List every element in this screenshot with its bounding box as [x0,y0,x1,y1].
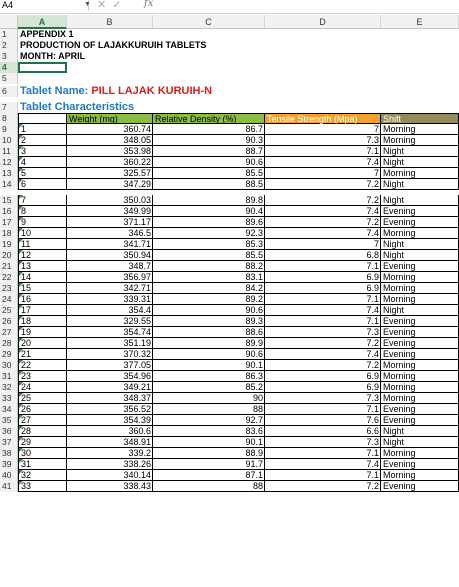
cell-shift[interactable]: Morning [381,382,459,393]
cell-tensile-strength[interactable]: 7.2 [265,179,381,190]
cell-shift[interactable]: Morning [381,470,459,481]
sheet-row [0,179,459,190]
sheet-row [0,448,459,459]
cell-shift[interactable]: Morning [381,360,459,371]
cell-index[interactable]: 7 [18,195,67,206]
cell-shift[interactable]: Evening [381,404,459,415]
row-header[interactable]: 17 [0,217,18,228]
sheet-row [0,86,459,97]
row-header[interactable]: 12 [0,157,18,168]
row-header[interactable]: 35 [0,415,18,426]
cell-relative-density[interactable]: 85.5 [153,250,265,261]
cell-relative-density[interactable]: 89.6 [153,217,265,228]
cell-tensile-strength[interactable]: 7.2 [265,217,381,228]
row-header[interactable]: 32 [0,382,18,393]
cell-index[interactable]: 23 [18,371,67,382]
row-header[interactable]: 2 [0,40,18,51]
cell-weight[interactable]: 349.21 [67,382,153,393]
cell-weight[interactable]: 329.55 [67,316,153,327]
cell-index[interactable]: 5 [18,168,67,179]
sheet-row [0,51,459,62]
tablet-name-label: Tablet Name: [20,85,92,97]
cell-index[interactable]: 9 [18,217,67,228]
cell-index[interactable]: 25 [18,393,67,404]
header-shift[interactable]: Shift [381,113,459,124]
cell-relative-density[interactable]: 88.7 [153,146,265,157]
cell-tensile-strength[interactable]: 7.4 [265,157,381,168]
cell-tensile-strength[interactable]: 7.1 [265,470,381,481]
cell-relative-density[interactable]: 89.2 [153,294,265,305]
cell-index[interactable]: 32 [18,470,67,481]
column-header-c[interactable]: C [153,15,265,29]
header-relative-density[interactable]: Relative Density (%) [153,113,265,124]
sheet-row [0,29,459,40]
row-header[interactable]: 7 [0,102,18,113]
cell-tensile-strength[interactable]: 6.8 [265,250,381,261]
cell-tensile-strength[interactable]: 6.9 [265,272,381,283]
cell-index[interactable]: 21 [18,349,67,360]
cell-shift[interactable]: Morning [381,135,459,146]
cell-index[interactable]: 33 [18,481,67,492]
row-header[interactable]: 13 [0,168,18,179]
cell-tensile-strength[interactable]: 7.1 [265,261,381,272]
cell-shift[interactable]: Evening [381,349,459,360]
cell-tensile-strength[interactable]: 7 [265,239,381,250]
cell-tensile-strength[interactable]: 6.9 [265,283,381,294]
row-header[interactable]: 19 [0,239,18,250]
sheet-row [0,459,459,470]
cell-tensile-strength[interactable]: 7.1 [265,448,381,459]
row-header[interactable]: 39 [0,459,18,470]
cell-shift[interactable]: Evening [381,338,459,349]
sheet-row [0,316,459,327]
row-header[interactable]: 9 [0,124,18,135]
sheet-row [0,146,459,157]
cell-tensile-strength[interactable]: 6.9 [265,371,381,382]
cell-relative-density[interactable]: 85.5 [153,168,265,179]
cell-relative-density[interactable]: 90.1 [153,360,265,371]
cell-relative-density[interactable]: 89.3 [153,316,265,327]
sheet-row [0,371,459,382]
cell-weight[interactable]: 348.05 [67,135,153,146]
cell-tensile-strength[interactable]: 7.1 [265,294,381,305]
cell-shift[interactable]: Morning [381,228,459,239]
sheet-row [0,135,459,146]
row-header[interactable]: 10 [0,135,18,146]
cell-index[interactable]: 27 [18,415,67,426]
row-header[interactable]: 4 [0,62,18,73]
sheet-row [0,382,459,393]
sheet-row [0,360,459,371]
sheet-row [0,305,459,316]
sheet-row [0,393,459,404]
cell-a3[interactable]: MONTH: APRIL [20,51,86,61]
cell-relative-density[interactable]: 89.9 [153,338,265,349]
cell-shift[interactable]: Morning [381,371,459,382]
sheet-row [0,168,459,179]
cell-index[interactable]: 1 [18,124,67,135]
cell-weight[interactable]: 338.26 [67,459,153,470]
cell-tensile-strength[interactable]: 7.1 [265,146,381,157]
cell-tensile-strength[interactable]: 7.3 [265,327,381,338]
row-header[interactable]: 11 [0,146,18,157]
sheet-row [0,228,459,239]
cell-a2[interactable]: PRODUCTION OF LAJAKKURUIH TABLETS [20,40,207,50]
cell-shift[interactable]: Evening [381,261,459,272]
sheet-row [0,217,459,228]
select-all-corner[interactable] [0,15,18,29]
cell-tensile-strength[interactable]: 7.2 [265,481,381,492]
cell-weight[interactable]: 340.14 [67,470,153,481]
cell-index[interactable]: 26 [18,404,67,415]
cell-weight[interactable]: 349.99 [67,206,153,217]
cell-index[interactable]: 14 [18,272,67,283]
cell-relative-density[interactable]: 91.7 [153,459,265,470]
cell-relative-density[interactable]: 90.1 [153,437,265,448]
row-header[interactable]: 23 [0,283,18,294]
cell-shift[interactable]: Night [381,157,459,168]
cell-index[interactable]: 10 [18,228,67,239]
column-header-d[interactable]: D [265,15,381,29]
cell-index[interactable]: 30 [18,448,67,459]
cell-weight[interactable]: 354.96 [67,371,153,382]
sheet-row [0,481,459,492]
cell-tensile-strength[interactable]: 7.1 [265,404,381,415]
cell-shift[interactable]: Evening [381,415,459,426]
cell-weight[interactable]: 325.57 [67,168,153,179]
cell-tensile-strength[interactable]: 7.3 [265,437,381,448]
cell-weight[interactable]: 341.71 [67,239,153,250]
cell-tensile-strength[interactable]: 7 [265,124,381,135]
cell-shift[interactable]: Evening [381,481,459,492]
cell-shift[interactable]: Night [381,146,459,157]
cell-shift[interactable]: Night [381,195,459,206]
cell-weight[interactable]: 360.22 [67,157,153,168]
cell-relative-density[interactable]: 88.2 [153,261,265,272]
row-header[interactable]: 15 [0,195,18,206]
name-box-dropdown-icon[interactable]: ▼ [84,1,91,8]
sheet-row [0,404,459,415]
row-header[interactable]: 41 [0,481,18,492]
fx-icon[interactable]: fx [144,0,154,9]
cell-shift[interactable]: Night [381,305,459,316]
row-header[interactable]: 20 [0,250,18,261]
cell-shift[interactable]: Night [381,179,459,190]
cell-relative-density[interactable]: 85.2 [153,382,265,393]
cell-tensile-strength[interactable]: 7.4 [265,228,381,239]
cell-shift[interactable]: Morning [381,272,459,283]
cell-weight[interactable]: 347.29 [67,179,153,190]
cell-relative-density[interactable]: 89.8 [153,195,265,206]
cell-weight[interactable]: 354.74 [67,327,153,338]
cell-relative-density[interactable]: 90 [153,393,265,404]
row-header[interactable]: 30 [0,360,18,371]
cell-relative-density[interactable]: 87.1 [153,470,265,481]
column-header-a[interactable]: A [18,15,67,29]
header-index[interactable] [18,113,67,124]
cell-tensile-strength[interactable]: 7.2 [265,338,381,349]
row-header[interactable]: 38 [0,448,18,459]
cell-shift[interactable]: Morning [381,294,459,305]
sheet-row [0,250,459,261]
cell-weight[interactable]: 370.32 [67,349,153,360]
cell-index[interactable]: 11 [18,239,67,250]
cell-a5[interactable] [18,73,67,84]
cell-relative-density[interactable]: 88.5 [153,179,265,190]
column-header-b[interactable]: B [67,15,153,29]
cell-relative-density[interactable]: 86.3 [153,371,265,382]
cell-weight[interactable]: 342.71 [67,283,153,294]
cell-weight[interactable]: 354.39 [67,415,153,426]
cell-shift[interactable]: Evening [381,316,459,327]
sheet-row [0,327,459,338]
cell-shift[interactable]: Evening [381,327,459,338]
cell-tensile-strength[interactable]: 7.2 [265,360,381,371]
cell-index[interactable]: 3 [18,146,67,157]
cell-weight[interactable]: 346.5 [67,228,153,239]
cell-shift[interactable]: Morning [381,283,459,294]
cell-shift[interactable]: Evening [381,217,459,228]
cell-shift[interactable]: Night [381,426,459,437]
row-header[interactable]: 5 [0,73,18,84]
cell-index[interactable]: 31 [18,459,67,470]
cell-weight[interactable]: 350.94 [67,250,153,261]
cell-index[interactable]: 4 [18,157,67,168]
cell-tensile-strength[interactable]: 7.1 [265,316,381,327]
cell-weight[interactable]: 348.91 [67,437,153,448]
header-tensile-strength[interactable]: Tensile Strength (Mpa) [265,113,381,124]
cell-index[interactable]: 6 [18,179,67,190]
cell-shift[interactable]: Morning [381,393,459,404]
cell-tensile-strength[interactable]: 7.4 [265,459,381,470]
cell-shift[interactable]: Morning [381,168,459,179]
cell-relative-density[interactable]: 90.6 [153,305,265,316]
cell-weight[interactable]: 356.52 [67,404,153,415]
cell-shift[interactable]: Morning [381,448,459,459]
sheet-row [0,124,459,135]
formula-bar [0,0,459,14]
active-cell-cursor [18,62,67,73]
cell-index[interactable]: 18 [18,316,67,327]
row-header[interactable]: 24 [0,294,18,305]
tablet-characteristics-title[interactable]: Tablet Characteristics [20,101,135,113]
header-weight[interactable]: Weight (mg) [67,113,153,124]
sheet-row [0,113,459,124]
row-header[interactable]: 6 [0,86,18,97]
name-box[interactable]: A4 [0,0,89,11]
cell-relative-density[interactable]: 88 [153,481,265,492]
cell-weight[interactable]: 353.98 [67,146,153,157]
sheet-row [0,157,459,168]
cell-weight[interactable]: 339.31 [67,294,153,305]
row-header[interactable]: 8 [0,113,18,124]
sheet-row [0,338,459,349]
row-header[interactable]: 21 [0,261,18,272]
cell-relative-density[interactable]: 88.6 [153,327,265,338]
cell-index[interactable]: 28 [18,426,67,437]
cell-relative-density[interactable]: 83.1 [153,272,265,283]
cell-relative-density[interactable]: 90.4 [153,206,265,217]
cell-index[interactable]: 20 [18,338,67,349]
sheet-row [0,437,459,448]
cell-tensile-strength[interactable]: 7.3 [265,135,381,146]
row-header[interactable]: 36 [0,426,18,437]
row-header[interactable]: 34 [0,404,18,415]
sheet-row [0,283,459,294]
cell-shift[interactable]: Morning [381,124,459,135]
cell-relative-density[interactable]: 90.6 [153,157,265,168]
row-header[interactable]: 40 [0,470,18,481]
cell-tensile-strength[interactable]: 7.4 [265,206,381,217]
cell-weight[interactable]: 360.6 [67,426,153,437]
sheet-row [0,426,459,437]
cell-shift[interactable]: Evening [381,459,459,470]
sheet-row [0,272,459,283]
cell-tensile-strength[interactable]: 7.2 [265,195,381,206]
cell-weight[interactable]: 356.97 [67,272,153,283]
cell-tensile-strength[interactable]: 7.4 [265,305,381,316]
row-header[interactable]: 29 [0,349,18,360]
cell-relative-density[interactable]: 88 [153,404,265,415]
cell-weight[interactable]: 348.7 [67,261,153,272]
cell-tensile-strength[interactable]: 7.3 [265,393,381,404]
row-header[interactable]: 22 [0,272,18,283]
cell-relative-density[interactable]: 83.6 [153,426,265,437]
cell-relative-density[interactable]: 92.3 [153,228,265,239]
sheet-row [0,206,459,217]
sheet-row [0,415,459,426]
cell-tensile-strength[interactable]: 7 [265,168,381,179]
row-header[interactable]: 16 [0,206,18,217]
cell-weight[interactable]: 339.2 [67,448,153,459]
cell-index[interactable]: 12 [18,250,67,261]
cell-weight[interactable]: 348.37 [67,393,153,404]
cell-weight[interactable]: 354.4 [67,305,153,316]
cancel-icon[interactable]: ✕ [97,0,113,11]
cell-relative-density[interactable]: 92.7 [153,415,265,426]
cell-shift[interactable]: Evening [381,206,459,217]
row-header[interactable]: 26 [0,316,18,327]
sheet-row [0,40,459,51]
formula-bar-buttons [97,0,127,11]
confirm-icon[interactable]: ✓ [112,0,128,11]
cell-shift[interactable]: Night [381,250,459,261]
cell-index[interactable]: 8 [18,206,67,217]
cell-shift[interactable]: Night [381,239,459,250]
cell-index[interactable]: 24 [18,382,67,393]
cell-index[interactable]: 13 [18,261,67,272]
row-header[interactable]: 31 [0,371,18,382]
cell-tensile-strength[interactable]: 6.6 [265,426,381,437]
row-header[interactable]: 18 [0,228,18,239]
cell-relative-density[interactable]: 86.7 [153,124,265,135]
cell-tensile-strength[interactable]: 7.4 [265,349,381,360]
cell-relative-density[interactable]: 90.3 [153,135,265,146]
sheet-row [0,470,459,481]
cell-index[interactable]: 15 [18,283,67,294]
cell-relative-density[interactable]: 90.6 [153,349,265,360]
tablet-name-cell[interactable] [18,85,213,97]
row-header[interactable]: 3 [0,51,18,62]
cell-tensile-strength[interactable]: 7.6 [265,415,381,426]
cell-index[interactable]: 16 [18,294,67,305]
cell-index[interactable]: 19 [18,327,67,338]
sheet-row [0,294,459,305]
column-header-e[interactable]: E [381,15,459,29]
row-header[interactable]: 28 [0,338,18,349]
cell-shift[interactable]: Night [381,437,459,448]
row-header[interactable]: 1 [0,29,18,40]
sheet-row [0,102,459,113]
cell-index[interactable]: 2 [18,135,67,146]
cell-index[interactable]: 22 [18,360,67,371]
cell-index[interactable]: 17 [18,305,67,316]
cell-weight[interactable]: 360.74 [67,124,153,135]
cell-relative-density[interactable]: 88.9 [153,448,265,459]
cell-tensile-strength[interactable]: 6.9 [265,382,381,393]
cell-relative-density[interactable]: 84.2 [153,283,265,294]
cell-index[interactable]: 29 [18,437,67,448]
row-header[interactable]: 33 [0,393,18,404]
tablet-name-value: PILL LAJAK KURUIH-N [91,85,213,97]
cell-weight[interactable]: 377.05 [67,360,153,371]
sheet-row [0,349,459,360]
cell-a1[interactable]: APPENDIX 1 [20,29,74,39]
row-header[interactable]: 25 [0,305,18,316]
cell-weight[interactable]: 371.17 [67,217,153,228]
row-header[interactable]: 14 [0,179,18,190]
sheet-row [0,73,459,84]
cell-relative-density[interactable]: 85.3 [153,239,265,250]
cell-weight[interactable]: 338.43 [67,481,153,492]
sheet-row [0,239,459,250]
cell-weight[interactable]: 350.03 [67,195,153,206]
cell-weight[interactable]: 351.19 [67,338,153,349]
row-header[interactable]: 37 [0,437,18,448]
sheet-row [0,261,459,272]
sheet-row [0,195,459,206]
row-header[interactable]: 27 [0,327,18,338]
sheet-row [0,62,459,73]
